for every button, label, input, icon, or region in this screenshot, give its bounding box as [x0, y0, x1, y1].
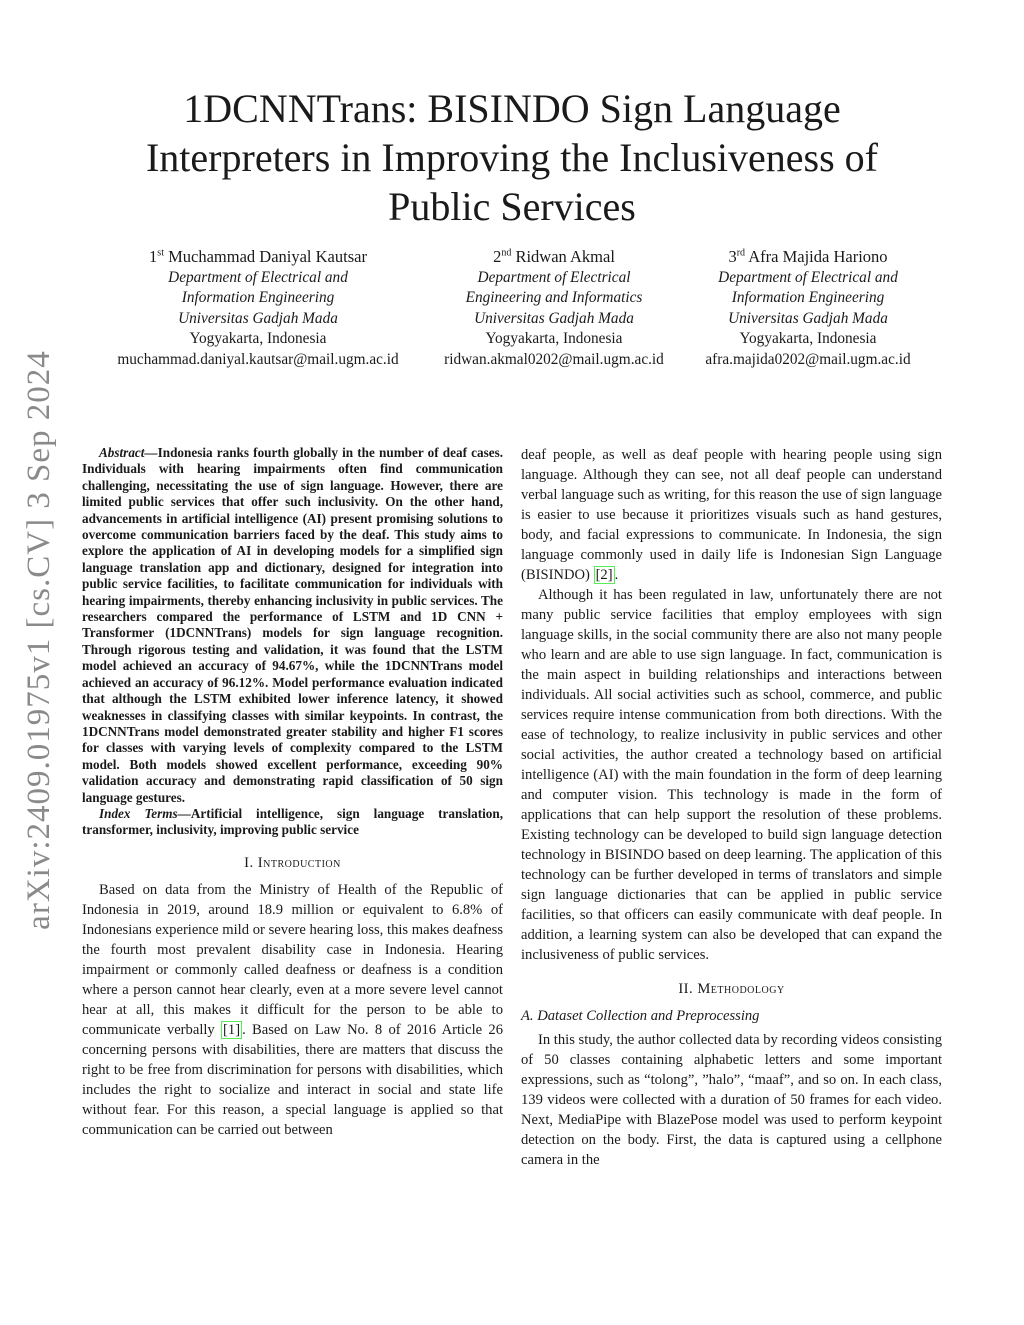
left-column: [82, 445, 503, 1140]
abstract-label: Abstract—: [99, 445, 158, 460]
author-university: Universitas Gadjah Mada: [474, 309, 634, 327]
intro-text: . Based on Law No. 8 of 2016 Article 26 concerning persons with disabilities, there are matters that discuss the right to be free from discrimination for persons with disabilities, which includes the right to socialize and interact in social and state life without fear. For this reason, a special language is applied so that communication can be carried out between: [82, 1021, 503, 1138]
subsection-heading-dataset: A. Dataset Collection and Preprocessing: [521, 1008, 760, 1024]
body-paragraph: Although it has been regulated in law, unfortunately there are not many public service facilities that employ employees with sign language skills, in the social community there are also not many people who learn and are able to use sign language. In fact, communication is the main aspect in building relationships and interactions between individuals. All social activities such as school, commerce, and public services require intense communication from both directions. With the ease of technology, to realize inclusivity in public services and other social activities, the author created a technology based on artificial intelligence (AI) with the main foundation in the form of deep learning and computer vision. This technology is made in the form of applications that can help support the resolution of these problems. Existing technology can be developed to build sign language detection technology in BISINDO based on deep learning. The application of this technology can be further developed in terms of translators and simple sign language dictionaries that can be applied in public service facilities, so that officers can easily communicate with deaf people. In addition, a learning system can also be developed that can expand the inclusiveness of public services.: [521, 587, 942, 963]
author-dept: Information Engineering: [181, 289, 335, 307]
author-email[interactable]: muchammad.daniyal.kautsar@mail.ugm.ac.id: [117, 350, 399, 368]
author-email[interactable]: afra.majida0202@mail.ugm.ac.id: [705, 350, 911, 368]
author-name: Afra Majida Hariono: [748, 247, 888, 266]
author-2: [423, 247, 685, 371]
author-3: [688, 247, 928, 371]
intro-paragraph-continued: [521, 445, 942, 585]
author-ordinal: 3: [728, 247, 737, 266]
arxiv-identifier: arXiv:2409.01975v1 [cs.CV] 3 Sep 2024: [20, 350, 57, 930]
citation-link[interactable]: [1]: [223, 1021, 241, 1038]
section-heading-introduction: I. Introduction: [244, 854, 341, 871]
author-name: Ridwan Akmal: [515, 247, 615, 266]
author-university: Universitas Gadjah Mada: [178, 309, 338, 327]
author-dept: Department of Electrical and: [718, 268, 898, 286]
author-name: Muchammad Daniyal Kautsar: [168, 247, 367, 266]
body-text: deaf people, as well as deaf people with hearing people using sign language. Although they can see, not all deaf people can understand verbal language such as writing, for this reason the use of sign language is easier to use because it prioritizes visuals such as hand gestures, body, and facial expressions to communicate. In Indonesia, the sign language commonly used in daily life is Indonesian Sign Language (BISINDO): [521, 447, 942, 583]
author-ordinal-suffix: rd: [736, 247, 746, 259]
index-terms-label: Index Terms—: [99, 805, 191, 821]
author-university: Universitas Gadjah Mada: [728, 309, 888, 327]
index-terms: [82, 806, 503, 839]
intro-text: Based on data from the Ministry of Health of the Republic of Indonesia in 2019, around 18.9 million or equivalent to 6.8% of Indonesians experience mild or severe hearing loss, this makes deafness the fourth most prevalent disability case in Indonesia. Hearing impairment or commonly called deafness or deafness is a condition where a person cannot hear clearly, even at a more severe level cannot hear at all, this makes it difficult for the person to be able to communicate verbally: [82, 881, 503, 1038]
index-terms-text: Artificial intelligence, sign language translation, transformer, inclusivity, improving public service: [82, 805, 503, 838]
author-location: Yogyakarta, Indonesia: [485, 330, 623, 348]
section-heading-methodology: II. Methodology: [678, 981, 785, 997]
author-dept: Department of Electrical and: [168, 268, 348, 286]
author-ordinal-suffix: nd: [501, 247, 512, 259]
right-column: [521, 445, 942, 1170]
author-1: [88, 247, 428, 371]
body-text: .: [614, 567, 619, 583]
author-ordinal: 2: [493, 247, 502, 266]
abstract-text: Indonesia ranks fourth globally in the number of deaf cases. Individuals with hearing impairments often find communication challenging, necessitating the use of sign language. However, there are limited public services that offer such inclusivity. On the other hand, advancements in artificial intelligence (AI) present promising solutions to overcome communication barriers faced by the deaf. This study aims to explore the application of AI in developing models for a simplified sign language translation app and dictionary, designed for integration into public service facilities, to facilitate communication for individuals with hearing impairments, thereby enhancing inclusivity in public services. The researchers compared the performance of LSTM and 1D CNN + Transformer (1DCNNTrans) models for sign language recognition. Through rigorous testing and validation, it was found that the LSTM model achieved an accuracy of 94.67%, while the 1DCNNTrans model achieved an accuracy of 96.12%. Model performance evaluation indicated that although the LSTM exhibited lower inference latency, it showed weaknesses in classifying classes with similar keypoints. In contrast, the 1DCNNTrans model demonstrated greater stability and higher F1 scores for classes with varying levels of complexity compared to the LSTM model. Both models showed excellent performance, exceeding 90% validation accuracy and demonstrating rapid classification of 50 sign language gestures.: [82, 445, 503, 805]
citation-link[interactable]: [2]: [595, 567, 613, 583]
author-dept: Information Engineering: [731, 289, 885, 307]
body-paragraph: In this study, the author collected data by recording videos consisting of 50 classes containing alphabetic letters and some important expressions, such as “tolong”, ”halo”, “maaf”, and so on. In each class, 139 videos were collected with a duration of 50 frames for each video. Next, MediaPipe with BlazePose model was used to perform keypoint detection on the body. First, the data is captured using a cellphone camera in the: [521, 1032, 942, 1168]
author-location: Yogyakarta, Indonesia: [189, 330, 327, 348]
abstract: [82, 445, 503, 806]
author-email[interactable]: ridwan.akmal0202@mail.ugm.ac.id: [444, 350, 664, 368]
paper-title: 1DCNNTrans: BISINDO Sign Language Interpreters in Improving the Inclusiveness of Public Services: [145, 86, 878, 229]
author-dept: Engineering and Informatics: [465, 289, 643, 307]
intro-paragraph: [82, 880, 503, 1140]
author-ordinal-suffix: st: [157, 247, 164, 259]
author-ordinal: 1: [149, 247, 158, 266]
author-dept: Department of Electrical: [477, 268, 631, 286]
author-location: Yogyakarta, Indonesia: [739, 330, 877, 348]
